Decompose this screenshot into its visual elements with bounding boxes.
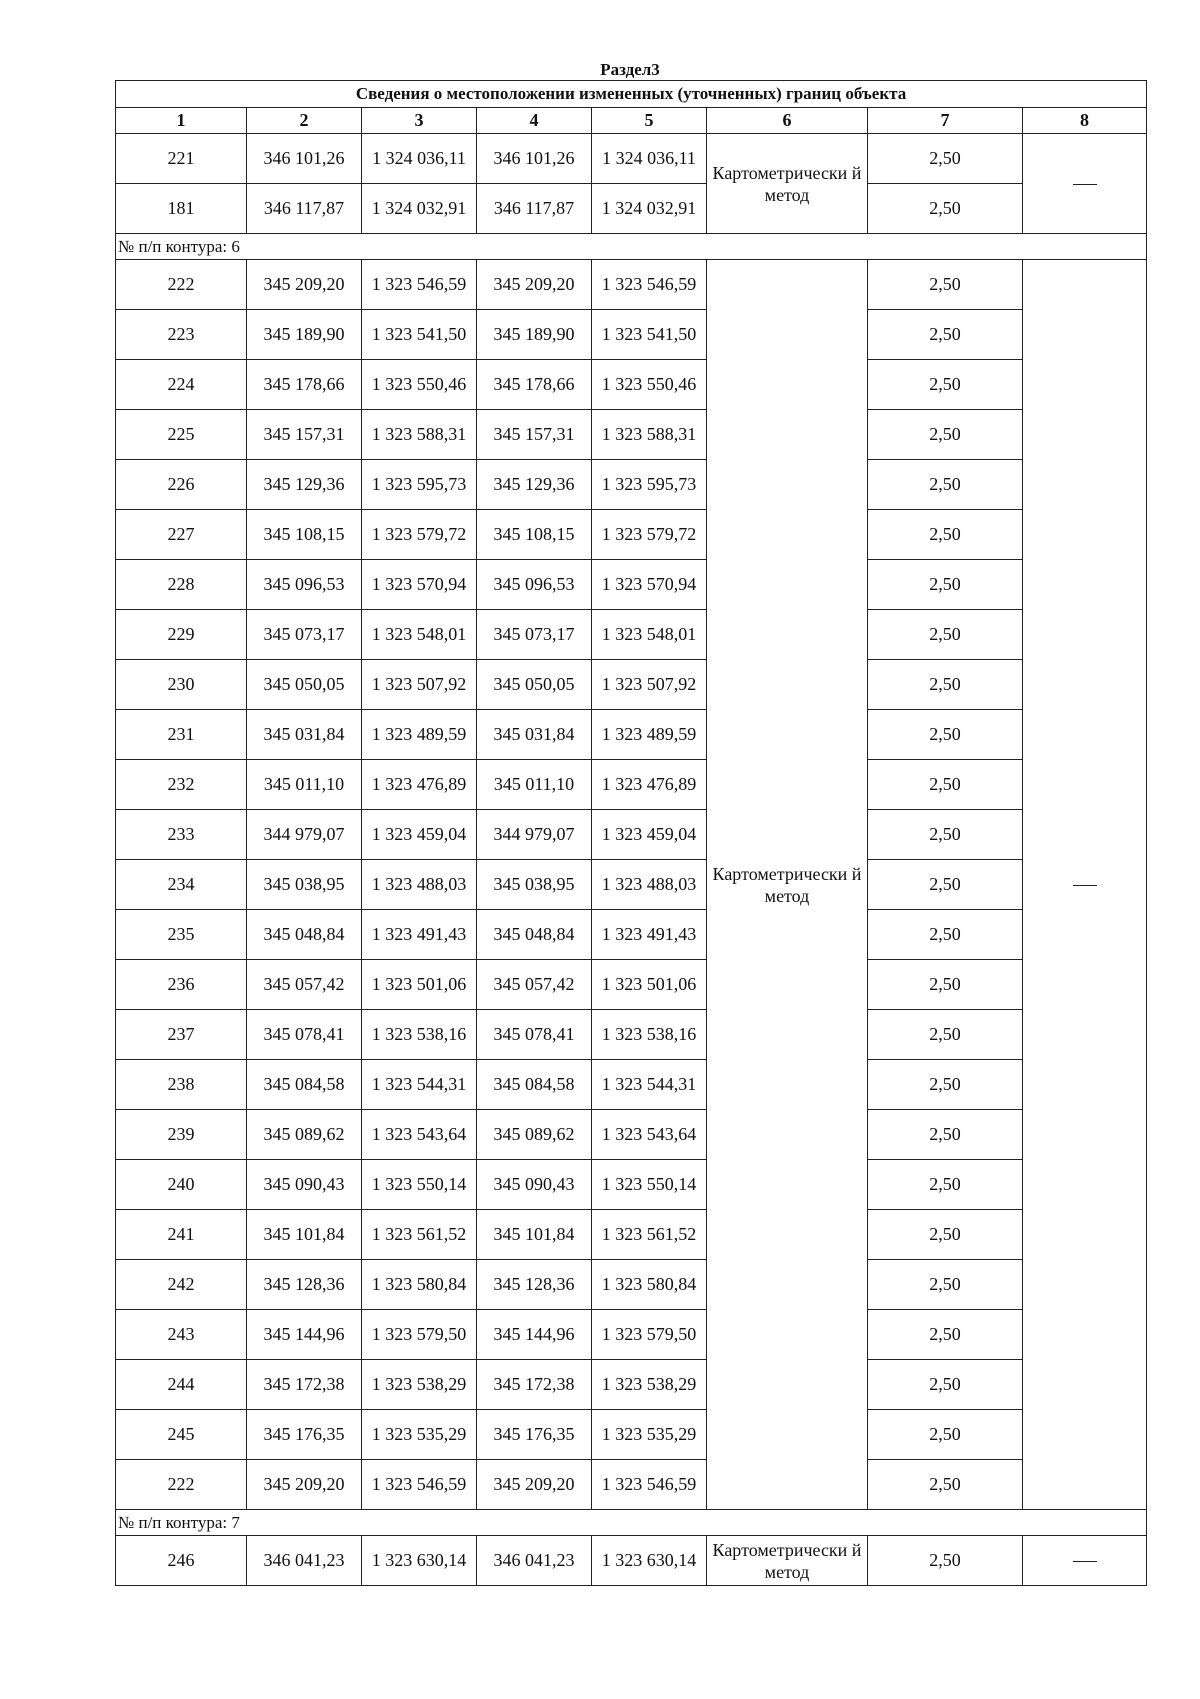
table-cell: 1 323 489,59	[592, 710, 707, 760]
table-row	[116, 310, 1147, 360]
table-cell: 2,50	[868, 760, 1023, 810]
table-cell: 345 178,66	[247, 360, 362, 410]
table-cell: 235	[116, 910, 247, 960]
table-cell: 2,50	[868, 860, 1023, 910]
contour-row	[116, 1510, 1147, 1536]
table-cell: 234	[116, 860, 247, 910]
table-cell: 345 209,20	[247, 260, 362, 310]
table-cell: 2,50	[868, 1310, 1023, 1360]
table-cell: 345 176,35	[247, 1410, 362, 1460]
table-cell: 345 189,90	[247, 310, 362, 360]
table-cell: 1 323 550,14	[362, 1160, 477, 1210]
table-cell: 227	[116, 510, 247, 560]
table-cell: 1 323 544,31	[362, 1060, 477, 1110]
table-cell: 1 323 459,04	[592, 810, 707, 860]
table-cell: 345 050,05	[247, 660, 362, 710]
table-cell: 1 323 535,29	[362, 1410, 477, 1460]
table-cell: 345 048,84	[477, 910, 592, 960]
table-cell: 245	[116, 1410, 247, 1460]
table-cell: 1 323 570,94	[592, 560, 707, 610]
table-row	[116, 1360, 1147, 1410]
table-cell: 1 323 543,64	[362, 1110, 477, 1160]
table-cell: 1 323 546,59	[592, 1460, 707, 1510]
table-row	[116, 960, 1147, 1010]
table-cell: 2,50	[868, 260, 1023, 310]
table-cell: 228	[116, 560, 247, 610]
table-row	[116, 1536, 1147, 1586]
table-cell: 345 031,84	[247, 710, 362, 760]
table-cell: 346 101,26	[477, 134, 592, 184]
table-cell: 230	[116, 660, 247, 710]
contour-label	[116, 234, 1147, 260]
table-cell: 345 057,42	[477, 960, 592, 1010]
table-cell: 239	[116, 1110, 247, 1160]
table-row	[116, 760, 1147, 810]
table-cell: 1 323 595,73	[592, 460, 707, 510]
table-row	[116, 1060, 1147, 1110]
table-row	[116, 1010, 1147, 1060]
table-cell: 229	[116, 610, 247, 660]
table-cell: 222	[116, 1460, 247, 1510]
table-cell: 232	[116, 760, 247, 810]
table-cell: 345 038,95	[477, 860, 592, 910]
table-cell: 2,50	[868, 1060, 1023, 1110]
table-cell: 1 323 579,50	[592, 1310, 707, 1360]
table-cell: 1 323 491,43	[362, 910, 477, 960]
table-cell: 1 323 476,89	[592, 760, 707, 810]
table-row	[116, 460, 1147, 510]
table-cell: 1 323 491,43	[592, 910, 707, 960]
table-cell: 2,50	[868, 1110, 1023, 1160]
boundary-table	[115, 80, 1147, 1586]
table-cell: 1 323 630,14	[592, 1536, 707, 1586]
table-row	[116, 1160, 1147, 1210]
table-cell: 1 323 588,31	[592, 410, 707, 460]
table-cell: 2,50	[868, 1410, 1023, 1460]
table-cell: 345 090,43	[247, 1160, 362, 1210]
table-cell: 345 073,17	[477, 610, 592, 660]
table-cell: 345 073,17	[247, 610, 362, 660]
table-cell: 2,50	[868, 660, 1023, 710]
column-header: 6	[707, 108, 868, 134]
table-cell: 345 096,53	[247, 560, 362, 610]
table-cell: 345 172,38	[247, 1360, 362, 1410]
table-cell: 345 144,96	[477, 1310, 592, 1360]
column-header: 7	[868, 108, 1023, 134]
table-cell: 346 041,23	[477, 1536, 592, 1586]
table-row	[116, 710, 1147, 760]
table-cell: 1 323 561,52	[592, 1210, 707, 1260]
table-cell: 2,50	[868, 1010, 1023, 1060]
table-row	[116, 910, 1147, 960]
table-cell: 1 324 032,91	[592, 184, 707, 234]
table-cell: 1 323 488,03	[362, 860, 477, 910]
table-cell: 244	[116, 1360, 247, 1410]
table-cell: 1 323 550,46	[362, 360, 477, 410]
method-cell: Картометрически й метод	[707, 260, 868, 1510]
table-cell: 224	[116, 360, 247, 410]
table-row	[116, 510, 1147, 560]
table-row	[116, 860, 1147, 910]
table-cell: 241	[116, 1210, 247, 1260]
table-cell: 1 323 579,72	[362, 510, 477, 560]
table-cell: 1 323 546,59	[362, 260, 477, 310]
table-row	[116, 1110, 1147, 1160]
contour-label	[116, 1510, 1147, 1536]
table-cell: 1 323 538,29	[362, 1360, 477, 1410]
table-cell: 2,50	[868, 510, 1023, 560]
table-cell: 1 323 550,46	[592, 360, 707, 410]
table-cell: 243	[116, 1310, 247, 1360]
table-cell: 1 323 548,01	[592, 610, 707, 660]
table-cell: 346 041,23	[247, 1536, 362, 1586]
table-cell: 1 323 548,01	[362, 610, 477, 660]
table-cell: 1 323 541,50	[362, 310, 477, 360]
table-cell: 2,50	[868, 1536, 1023, 1586]
dash-mark	[1073, 1561, 1097, 1562]
table-cell: 344 979,07	[477, 810, 592, 860]
table-cell: 345 050,05	[477, 660, 592, 710]
table-cell: 345 178,66	[477, 360, 592, 410]
table-cell: 346 117,87	[247, 184, 362, 234]
table-cell: 1 324 036,11	[362, 134, 477, 184]
column-header: 8	[1023, 108, 1147, 134]
table-cell: 237	[116, 1010, 247, 1060]
table-cell: 2,50	[868, 360, 1023, 410]
table-row	[116, 1410, 1147, 1460]
table-cell: 1 323 580,84	[362, 1260, 477, 1310]
table-cell: 231	[116, 710, 247, 760]
dash-mark	[1073, 184, 1097, 185]
table-cell: 2,50	[868, 560, 1023, 610]
table-cell: 2,50	[868, 1260, 1023, 1310]
table-cell: 238	[116, 1060, 247, 1110]
table-cell: 345 090,43	[477, 1160, 592, 1210]
table-cell: 1 323 489,59	[362, 710, 477, 760]
table-cell: 345 031,84	[477, 710, 592, 760]
table-cell: 2,50	[868, 1460, 1023, 1510]
table-cell: 236	[116, 960, 247, 1010]
table-row	[116, 1460, 1147, 1510]
table-cell: 345 128,36	[477, 1260, 592, 1310]
table-cell: 345 157,31	[247, 410, 362, 460]
column-header: 1	[116, 108, 247, 134]
table-cell: 1 323 544,31	[592, 1060, 707, 1110]
table-cell: 1 323 538,16	[362, 1010, 477, 1060]
table-cell: 223	[116, 310, 247, 360]
table-cell: 2,50	[868, 310, 1023, 360]
dash-cell	[1023, 1536, 1147, 1586]
table-caption-row	[116, 81, 1147, 108]
table-cell: 246	[116, 1536, 247, 1586]
contour-number: 7	[231, 1512, 240, 1532]
table-cell: 242	[116, 1260, 247, 1310]
table-cell: 345 078,41	[477, 1010, 592, 1060]
contour-label-prefix: № п/п контура:	[118, 1512, 228, 1532]
table-cell: 344 979,07	[247, 810, 362, 860]
table-cell: 1 324 036,11	[592, 134, 707, 184]
table-cell: 345 157,31	[477, 410, 592, 460]
table-row	[116, 560, 1147, 610]
table-cell: 2,50	[868, 910, 1023, 960]
column-header: 4	[477, 108, 592, 134]
table-cell: 1 323 488,03	[592, 860, 707, 910]
table-row	[116, 134, 1147, 184]
table-cell: 240	[116, 1160, 247, 1210]
table-cell: 1 323 579,50	[362, 1310, 477, 1360]
table-cell: 345 209,20	[477, 260, 592, 310]
column-header: 2	[247, 108, 362, 134]
table-row	[116, 810, 1147, 860]
table-cell: 1 323 546,59	[592, 260, 707, 310]
table-cell: 2,50	[868, 810, 1023, 860]
table-cell: 345 101,84	[477, 1210, 592, 1260]
table-cell: 345 089,62	[247, 1110, 362, 1160]
table-cell: 225	[116, 410, 247, 460]
table-cell: 2,50	[868, 710, 1023, 760]
table-cell: 1 323 538,29	[592, 1360, 707, 1410]
table-cell: 1 323 459,04	[362, 810, 477, 860]
table-cell: 345 172,38	[477, 1360, 592, 1410]
table-cell: 346 101,26	[247, 134, 362, 184]
table-cell: 1 324 032,91	[362, 184, 477, 234]
table-row	[116, 660, 1147, 710]
table-cell: 345 209,20	[477, 1460, 592, 1510]
dash-mark	[1073, 885, 1097, 886]
table-cell: 1 323 507,92	[592, 660, 707, 710]
table-row	[116, 360, 1147, 410]
table-cell: 221	[116, 134, 247, 184]
table-cell: 2,50	[868, 1360, 1023, 1410]
table-row	[116, 1210, 1147, 1260]
method-cell: Картометрически й метод	[707, 134, 868, 234]
table-row	[116, 1310, 1147, 1360]
table-cell: 345 144,96	[247, 1310, 362, 1360]
table-cell: 345 108,15	[477, 510, 592, 560]
column-header: 5	[592, 108, 707, 134]
table-cell: 345 011,10	[247, 760, 362, 810]
table-cell: 1 323 538,16	[592, 1010, 707, 1060]
contour-number: 6	[231, 236, 240, 256]
table-cell: 345 176,35	[477, 1410, 592, 1460]
table-cell: 345 189,90	[477, 310, 592, 360]
table-cell: 1 323 535,29	[592, 1410, 707, 1460]
table-cell: 345 011,10	[477, 760, 592, 810]
table-cell: 345 096,53	[477, 560, 592, 610]
table-cell: 345 209,20	[247, 1460, 362, 1510]
table-cell: 1 323 570,94	[362, 560, 477, 610]
table-cell: 1 323 588,31	[362, 410, 477, 460]
table-cell: 345 128,36	[247, 1260, 362, 1310]
table-cell: 1 323 501,06	[592, 960, 707, 1010]
table-row	[116, 610, 1147, 660]
table-cell: 345 084,58	[247, 1060, 362, 1110]
table-cell: 345 129,36	[247, 460, 362, 510]
table-cell: 2,50	[868, 1210, 1023, 1260]
table-cell: 1 323 561,52	[362, 1210, 477, 1260]
table-row	[116, 1260, 1147, 1310]
table-cell: 2,50	[868, 1160, 1023, 1210]
contour-row	[116, 234, 1147, 260]
table-cell: 345 101,84	[247, 1210, 362, 1260]
dash-cell	[1023, 134, 1147, 234]
table-cell: 345 084,58	[477, 1060, 592, 1110]
table-cell: 1 323 630,14	[362, 1536, 477, 1586]
table-cell: 1 323 579,72	[592, 510, 707, 560]
table-cell: 1 323 476,89	[362, 760, 477, 810]
table-cell: 2,50	[868, 610, 1023, 660]
table-cell: 1 323 501,06	[362, 960, 477, 1010]
table-cell: 1 323 550,14	[592, 1160, 707, 1210]
table-cell: 181	[116, 184, 247, 234]
dash-cell	[1023, 260, 1147, 1510]
table-cell: 233	[116, 810, 247, 860]
table-cell: 1 323 546,59	[362, 1460, 477, 1510]
table-cell: 345 129,36	[477, 460, 592, 510]
table-cell: 2,50	[868, 460, 1023, 510]
table-cell: 1 323 580,84	[592, 1260, 707, 1310]
table-cell: 346 117,87	[477, 184, 592, 234]
table-cell: 226	[116, 460, 247, 510]
table-cell: 222	[116, 260, 247, 310]
column-header-row	[116, 108, 1147, 134]
contour-label-prefix: № п/п контура:	[118, 236, 228, 256]
table-row	[116, 184, 1147, 234]
table-cell: 1 323 541,50	[592, 310, 707, 360]
table-cell: 2,50	[868, 134, 1023, 184]
table-cell: 2,50	[868, 960, 1023, 1010]
table-body	[116, 81, 1147, 1586]
table-row	[116, 260, 1147, 310]
table-cell: 2,50	[868, 410, 1023, 460]
table-caption: Сведения о местоположении измененных (уточненных) границ объекта	[116, 81, 1147, 108]
table-cell: 345 089,62	[477, 1110, 592, 1160]
table-cell: 345 057,42	[247, 960, 362, 1010]
table-cell: 345 048,84	[247, 910, 362, 960]
table-cell: 345 038,95	[247, 860, 362, 910]
method-cell: Картометрически й метод	[707, 1536, 868, 1586]
table-cell: 1 323 507,92	[362, 660, 477, 710]
table-cell: 1 323 595,73	[362, 460, 477, 510]
section-title: Раздел3	[600, 60, 660, 79]
table-cell: 1 323 543,64	[592, 1110, 707, 1160]
table-row	[116, 410, 1147, 460]
column-header: 3	[362, 108, 477, 134]
table-cell: 2,50	[868, 184, 1023, 234]
table-cell: 345 078,41	[247, 1010, 362, 1060]
table-cell: 345 108,15	[247, 510, 362, 560]
